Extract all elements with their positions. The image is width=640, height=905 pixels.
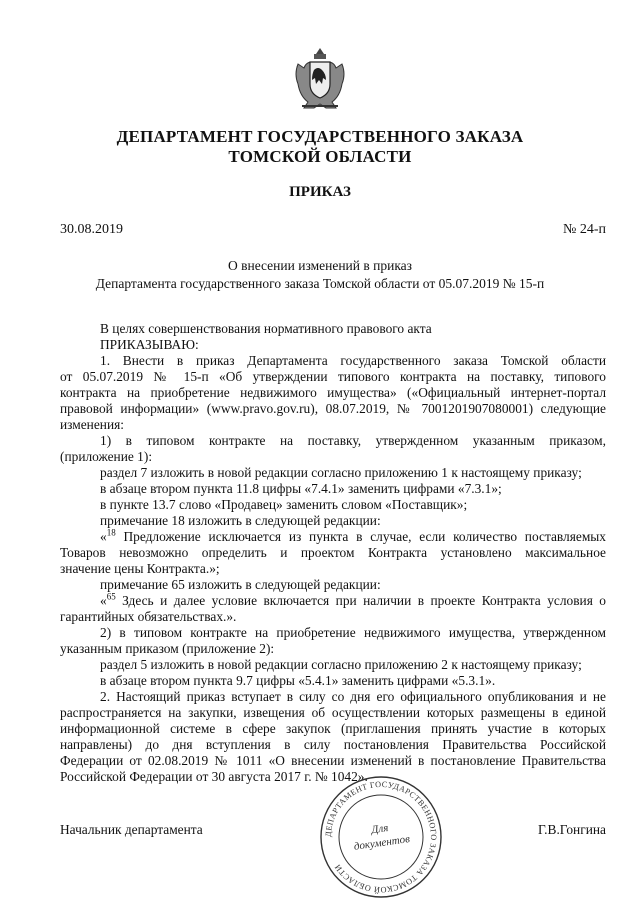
body-line: 1. Внести в приказ Департамента государственного заказа Томской области <box>100 353 606 368</box>
body-line: значение цены Контракта.»; <box>60 561 220 576</box>
subject-line2: Департамента государственного заказа Томской области от 05.07.2019 № 15-п <box>95 276 545 291</box>
body-line: 2) в типовом контракте на приобретение недвижимого имущества, утвержденном <box>100 625 606 640</box>
document-type: ПРИКАЗ <box>289 184 351 200</box>
body-line: от 05.07.2019 № 15-п «Об утверждении типового контракта на поставку, типового <box>60 369 606 384</box>
document-number: № 24-п <box>562 222 606 237</box>
body-line: раздел 7 изложить в новой редакции согласно приложению 1 к настоящему приказу; <box>100 465 582 480</box>
body-line: распространяется на закупки, извещения об осуществлении которых размещены в единой <box>60 705 606 720</box>
body-line: направлены) до дня вступления в силу постановления Правительства Российской <box>60 737 606 752</box>
body-line: в абзаце втором пункта 9.7 цифры «5.4.1» заменить цифрами «5.3.1». <box>100 673 496 688</box>
body-line: В целях совершенствования нормативного правового акта <box>100 321 432 336</box>
signature-position: Начальник департамента <box>60 822 203 837</box>
stamp-center-line1: Для <box>370 821 390 837</box>
body-line: в абзаце втором пункта 11.8 цифры «7.4.1» заменить цифрами «7.3.1»; <box>100 481 502 496</box>
stamp-center-line2: документов <box>353 833 411 853</box>
signature-name: Г.В.Гонгина <box>537 822 606 837</box>
stamp-ring-text: ДЕПАРТАМЕНТ ГОСУДАРСТВЕННОГО ЗАКАЗА ТОМСКОЙ ОБЛАСТИ <box>323 779 439 895</box>
body-line-footnote-18: «$^{18}$ Предложение исключается из пункта в случае, если количество поставляемых <box>100 527 606 544</box>
body-line: информационной системе в сфере закупок (приглашения принять участие в которых <box>60 721 606 736</box>
subject-line1: О внесении изменений в приказ <box>227 258 413 273</box>
body-line: примечание 65 изложить в следующей редакции: <box>100 577 381 592</box>
body-line: Федерации от 02.08.2019 № 1011 «О внесении изменений в постановление Правительства <box>60 753 606 768</box>
body-line: в пункте 13.7 слово «Продавец» заменить словом «Поставщик»; <box>100 497 468 512</box>
body-line: 2. Настоящий приказ вступает в силу со дня его официального опубликования и не <box>100 689 606 704</box>
coat-of-arms-emblem <box>292 46 348 114</box>
organization-name-line1: ДЕПАРТАМЕНТ ГОСУДАРСТВЕННОГО ЗАКАЗА <box>116 127 524 146</box>
body-line: раздел 5 изложить в новой редакции согласно приложению 2 к настоящему приказу; <box>100 657 582 672</box>
body-line: 1) в типовом контракте на поставку, утвержденном указанным приказом, <box>100 433 606 448</box>
body-line: Товаров невозможно определить и проектом Контракта установлено максимальное <box>60 545 606 560</box>
body-line: правовой информации» (www.pravo.gov.ru), 08.07.2019, № 7001201907080001) следующие <box>60 401 606 416</box>
body-line: контракта на приобретение недвижимого имущества» («Официальный интернет-портал <box>60 385 606 400</box>
body-line: ПРИКАЗЫВАЮ: <box>100 337 199 352</box>
body-line: гарантийных обязательствах.». <box>60 609 237 624</box>
body-line-footnote-65: «$^{65}$ Здесь и далее условие включается при наличии в проекте Контракта условия о <box>100 591 606 608</box>
body-line: (приложение 1): <box>60 449 153 464</box>
body-line: изменения: <box>60 417 125 432</box>
document-date: 30.08.2019 <box>60 222 123 237</box>
body-line: Российской Федерации от 30 августа 2017 г. № 1042». <box>60 769 368 784</box>
organization-name-line2: ТОМСКОЙ ОБЛАСТИ <box>228 147 412 166</box>
official-stamp <box>318 774 444 900</box>
body-line: примечание 18 изложить в следующей редакции: <box>100 513 381 528</box>
body-line: указанным приказом (приложение 2): <box>60 641 275 656</box>
